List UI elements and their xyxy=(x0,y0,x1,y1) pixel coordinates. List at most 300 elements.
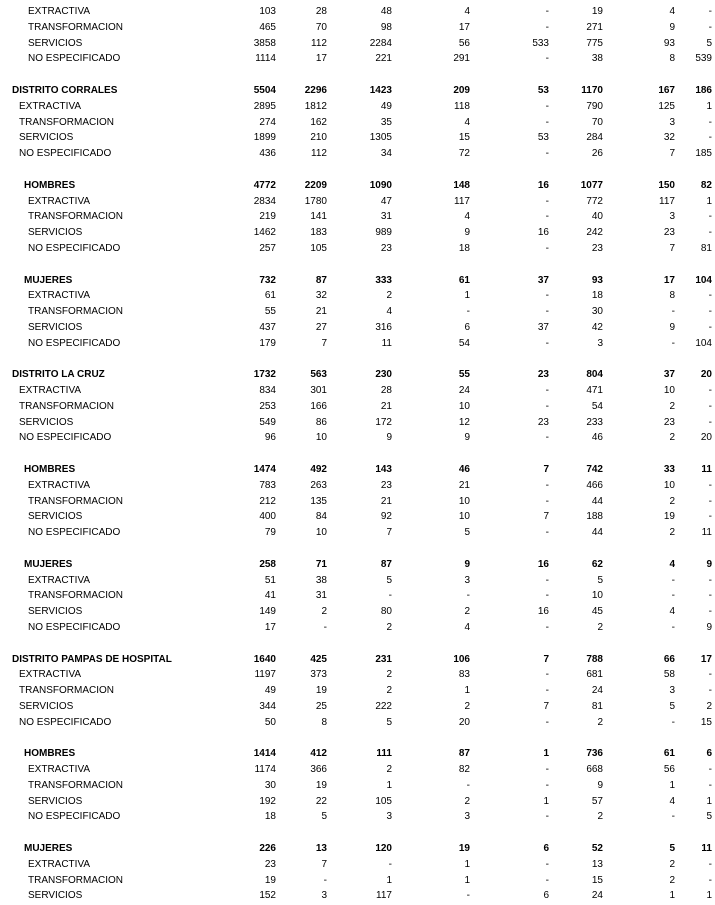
cell-col-4: 55 xyxy=(458,369,470,381)
cell-col-7: 3 xyxy=(669,685,675,696)
row-label: SERVICIOS xyxy=(28,890,83,902)
row-label: TRANSFORMACION xyxy=(28,874,123,886)
cell-col-5: 16 xyxy=(537,606,549,617)
cell-col-6: 788 xyxy=(586,653,603,665)
cell-col-2: 87 xyxy=(315,274,327,286)
row-label: DISTRITO PAMPAS DE HOSPITAL xyxy=(12,653,172,665)
cell-col-3: 117 xyxy=(376,890,392,902)
cell-col-1: 19 xyxy=(264,874,276,886)
cell-col-5: 7 xyxy=(543,700,549,712)
cell-col-6: 30 xyxy=(591,306,603,317)
cell-col-6: 668 xyxy=(586,764,603,775)
cell-col-1: 1174 xyxy=(254,764,276,775)
cell-col-3: 23 xyxy=(380,479,392,491)
cell-col-8: 11 xyxy=(701,464,712,475)
cell-col-6: 772 xyxy=(586,195,603,207)
cell-col-6: 233 xyxy=(586,416,603,428)
cell-col-6: 271 xyxy=(586,21,603,33)
cell-col-7: - xyxy=(671,621,675,633)
cell-col-6: 38 xyxy=(591,53,603,65)
cell-col-5: - xyxy=(545,337,549,349)
cell-col-3: 2 xyxy=(386,764,392,775)
cell-col-2: 7 xyxy=(321,337,327,349)
cell-col-1: 3858 xyxy=(253,37,276,49)
cell-col-4: 4 xyxy=(464,211,470,223)
cell-col-6: 2 xyxy=(597,811,603,823)
cell-col-1: 149 xyxy=(259,606,276,617)
cell-col-7: 2 xyxy=(669,400,675,412)
cell-col-3: - xyxy=(388,590,392,602)
category-row xyxy=(0,479,715,493)
cell-col-6: 44 xyxy=(591,495,603,507)
cell-col-3: 316 xyxy=(375,321,392,333)
cell-col-2: 112 xyxy=(311,148,327,159)
cell-col-6: 18 xyxy=(591,290,603,302)
cell-col-8: 104 xyxy=(695,337,712,349)
cell-col-3: 1423 xyxy=(369,85,392,96)
cell-col-3: 2 xyxy=(386,669,392,681)
cell-col-4: 6 xyxy=(464,321,470,333)
cell-col-4: - xyxy=(466,779,470,791)
cell-col-3: 92 xyxy=(380,511,392,523)
cell-col-3: 1 xyxy=(386,874,392,886)
cell-col-3: 333 xyxy=(375,274,392,286)
cell-col-3: 230 xyxy=(375,369,392,381)
cell-col-1: 1899 xyxy=(253,132,276,144)
cell-col-7: 2 xyxy=(669,858,675,870)
district-category-row xyxy=(0,131,715,145)
cell-col-2: 373 xyxy=(310,669,327,681)
sex-subtotal-row xyxy=(0,179,715,193)
cell-col-6: 45 xyxy=(591,606,603,617)
cell-col-5: - xyxy=(545,527,549,538)
cell-col-1: 2834 xyxy=(253,195,276,207)
cell-col-3: 23 xyxy=(380,242,392,254)
cell-col-7: 7 xyxy=(669,148,675,159)
cell-col-8: 1 xyxy=(706,195,712,207)
cell-col-8: - xyxy=(708,669,712,681)
cell-col-2: 2296 xyxy=(304,85,327,96)
sex-subtotal-row xyxy=(0,274,715,288)
cell-col-4: - xyxy=(466,590,470,602)
cell-col-1: 50 xyxy=(264,716,276,728)
cell-col-5: - xyxy=(545,6,549,17)
cell-col-3: 4 xyxy=(386,306,392,317)
category-row xyxy=(0,289,715,303)
district-category-row xyxy=(0,384,715,398)
cell-col-2: 162 xyxy=(310,116,327,128)
category-row xyxy=(0,605,715,619)
district-category-row xyxy=(0,431,715,445)
cell-col-5: - xyxy=(545,290,549,302)
cell-col-3: 222 xyxy=(375,700,392,712)
category-row xyxy=(0,495,715,509)
cell-col-4: 1 xyxy=(464,685,470,696)
cell-col-8: - xyxy=(708,321,712,333)
cell-col-3: 5 xyxy=(386,716,392,728)
cell-col-2: 27 xyxy=(315,321,327,333)
cell-col-1: 219 xyxy=(259,211,276,223)
cell-col-8: - xyxy=(708,132,712,144)
row-label: NO ESPECIFICADO xyxy=(28,53,121,65)
cell-col-3: 21 xyxy=(380,400,392,412)
cell-col-1: 344 xyxy=(259,700,276,712)
cell-col-1: 732 xyxy=(259,274,276,286)
cell-col-4: 118 xyxy=(454,100,470,112)
cell-col-5: - xyxy=(545,242,549,254)
category-row xyxy=(0,526,715,540)
cell-col-6: 23 xyxy=(591,242,603,254)
cell-col-1: 51 xyxy=(264,574,276,586)
category-row xyxy=(0,810,715,824)
row-label: SERVICIOS xyxy=(19,132,74,144)
cell-col-1: 549 xyxy=(259,416,276,428)
cell-col-3: 21 xyxy=(380,495,392,507)
cell-col-6: 742 xyxy=(586,464,603,475)
cell-col-4: 10 xyxy=(458,511,470,523)
cell-col-3: 111 xyxy=(376,748,392,760)
row-label: NO ESPECIFICADO xyxy=(19,148,112,159)
cell-col-5: - xyxy=(545,621,549,633)
cell-col-1: 96 xyxy=(264,432,276,444)
category-row xyxy=(0,210,715,224)
row-label: SERVICIOS xyxy=(28,227,83,238)
cell-col-4: 15 xyxy=(458,132,470,144)
row-label: TRANSFORMACION xyxy=(19,116,114,128)
cell-col-4: 1 xyxy=(464,290,470,302)
cell-col-6: 70 xyxy=(591,116,603,128)
cell-col-1: 79 xyxy=(264,527,276,538)
cell-col-1: 783 xyxy=(259,479,276,491)
cell-col-7: 61 xyxy=(663,748,675,760)
cell-col-5: - xyxy=(545,479,549,491)
district-category-row xyxy=(0,668,715,682)
cell-col-4: 4 xyxy=(464,116,470,128)
cell-col-2: 31 xyxy=(315,590,327,602)
cell-col-5: - xyxy=(545,858,549,870)
cell-col-5: 6 xyxy=(543,890,549,902)
row-label: SERVICIOS xyxy=(19,416,74,428)
cell-col-7: 1 xyxy=(669,779,675,791)
cell-col-2: 3 xyxy=(321,890,327,902)
cell-col-8: - xyxy=(708,685,712,696)
cell-col-5: 16 xyxy=(537,179,549,191)
cell-col-1: 400 xyxy=(259,511,276,523)
cell-col-6: 46 xyxy=(591,432,603,444)
cell-col-2: 86 xyxy=(315,416,327,428)
cell-col-7: 5 xyxy=(669,843,675,854)
cell-col-1: 4772 xyxy=(253,179,276,191)
row-label: TRANSFORMACION xyxy=(28,21,123,33)
cell-col-8: 104 xyxy=(695,274,712,286)
district-header-row xyxy=(0,84,715,98)
cell-col-3: 48 xyxy=(380,6,392,17)
cell-col-3: 7 xyxy=(386,527,392,538)
cell-col-7: - xyxy=(671,590,675,602)
cell-col-4: 10 xyxy=(458,400,470,412)
cell-col-2: 19 xyxy=(315,779,327,791)
cell-col-2: 112 xyxy=(311,37,327,49)
cell-col-6: 57 xyxy=(591,795,603,807)
district-category-row xyxy=(0,716,715,730)
cell-col-1: 1197 xyxy=(254,669,276,681)
cell-col-1: 103 xyxy=(259,6,276,17)
cell-col-4: 1 xyxy=(464,874,470,886)
row-label: NO ESPECIFICADO xyxy=(28,621,121,633)
cell-col-3: 87 xyxy=(380,558,392,570)
row-label: EXTRACTIVA xyxy=(19,669,82,681)
cell-col-2: 21 xyxy=(315,306,327,317)
cell-col-8: 186 xyxy=(695,85,712,96)
cell-col-2: 135 xyxy=(310,495,327,507)
cell-col-5: - xyxy=(545,764,549,775)
cell-col-7: 33 xyxy=(663,464,675,475)
cell-col-5: 37 xyxy=(537,321,549,333)
cell-col-7: 23 xyxy=(663,227,675,238)
cell-col-2: 563 xyxy=(310,369,327,381)
cell-col-2: 263 xyxy=(310,479,327,491)
cell-col-3: 231 xyxy=(375,653,392,665)
district-header-row xyxy=(0,653,715,667)
cell-col-2: 366 xyxy=(310,764,327,775)
cell-col-7: 1 xyxy=(669,890,675,902)
cell-col-2: 2209 xyxy=(304,179,327,191)
cell-col-8: - xyxy=(708,590,712,602)
cell-col-4: 87 xyxy=(458,748,470,760)
row-label: NO ESPECIFICADO xyxy=(28,337,121,349)
cell-col-2: 17 xyxy=(315,53,327,65)
row-label: TRANSFORMACION xyxy=(28,495,123,507)
row-label: EXTRACTIVA xyxy=(28,195,91,207)
sex-subtotal-row xyxy=(0,463,715,477)
category-row xyxy=(0,37,715,51)
cell-col-1: 17 xyxy=(264,621,276,633)
sex-subtotal-row xyxy=(0,747,715,761)
cell-col-4: 19 xyxy=(458,843,470,854)
row-label: HOMBRES xyxy=(24,464,76,475)
cell-col-5: - xyxy=(545,432,549,444)
cell-col-1: 1414 xyxy=(253,748,276,760)
cell-col-5: - xyxy=(545,779,549,791)
cell-col-2: 84 xyxy=(315,511,327,523)
cell-col-7: - xyxy=(671,306,675,317)
cell-col-8: - xyxy=(708,764,712,775)
cell-col-7: 10 xyxy=(663,385,675,396)
cell-col-2: 19 xyxy=(315,685,327,696)
row-label: EXTRACTIVA xyxy=(28,574,91,586)
cell-col-3: 11 xyxy=(381,337,392,349)
cell-col-2: 5 xyxy=(321,811,327,823)
row-label: NO ESPECIFICADO xyxy=(28,527,121,538)
cell-col-6: 9 xyxy=(597,779,603,791)
category-row xyxy=(0,779,715,793)
cell-col-6: 42 xyxy=(591,321,603,333)
cell-col-2: 38 xyxy=(315,574,327,586)
cell-col-3: 98 xyxy=(380,21,392,33)
row-label: TRANSFORMACION xyxy=(28,590,123,602)
cell-col-7: 9 xyxy=(669,321,675,333)
cell-col-3: 143 xyxy=(375,464,392,475)
cell-col-5: - xyxy=(545,669,549,681)
cell-col-6: 26 xyxy=(591,148,603,159)
cell-col-2: 13 xyxy=(315,843,327,854)
cell-col-5: 16 xyxy=(537,227,549,238)
cell-col-8: - xyxy=(708,290,712,302)
cell-col-3: 47 xyxy=(380,195,392,207)
cell-col-6: 1170 xyxy=(581,85,603,96)
cell-col-8: - xyxy=(708,495,712,507)
category-row xyxy=(0,321,715,335)
category-row xyxy=(0,21,715,35)
cell-col-4: 209 xyxy=(453,85,470,96)
row-label: SERVICIOS xyxy=(28,795,83,807)
cell-col-8: - xyxy=(708,227,712,238)
cell-col-4: 18 xyxy=(458,242,470,254)
cell-col-8: 17 xyxy=(700,653,712,665)
cell-col-7: 4 xyxy=(669,558,675,570)
cell-col-2: 22 xyxy=(315,795,327,807)
cell-col-4: 61 xyxy=(458,274,470,286)
cell-col-1: 179 xyxy=(259,337,276,349)
cell-col-6: 284 xyxy=(586,132,603,144)
cell-col-5: - xyxy=(545,495,549,507)
cell-col-2: 412 xyxy=(310,748,327,760)
cell-col-4: 56 xyxy=(458,37,470,49)
cell-col-5: 53 xyxy=(537,132,549,144)
district-category-row xyxy=(0,147,715,161)
cell-col-8: - xyxy=(708,511,712,523)
cell-col-6: 736 xyxy=(586,748,603,760)
category-row xyxy=(0,226,715,240)
cell-col-4: 2 xyxy=(464,795,470,807)
cell-col-1: 23 xyxy=(264,858,276,870)
cell-col-5: 1 xyxy=(543,795,549,807)
cell-col-8: - xyxy=(708,606,712,617)
cell-col-4: 9 xyxy=(464,558,470,570)
cell-col-4: 4 xyxy=(464,6,470,17)
cell-col-3: 172 xyxy=(375,416,392,428)
cell-col-1: 2895 xyxy=(253,100,276,112)
cell-col-1: 152 xyxy=(259,890,276,902)
category-row xyxy=(0,589,715,603)
cell-col-4: 5 xyxy=(464,527,470,538)
cell-col-8: - xyxy=(708,416,712,428)
category-row xyxy=(0,5,715,19)
cell-col-4: 291 xyxy=(453,53,470,65)
row-label: EXTRACTIVA xyxy=(28,858,91,870)
cell-col-4: 2 xyxy=(464,606,470,617)
row-label: EXTRACTIVA xyxy=(19,385,82,396)
row-label: SERVICIOS xyxy=(19,700,74,712)
cell-col-8: 20 xyxy=(700,432,712,444)
cell-col-4: 12 xyxy=(458,416,470,428)
cell-col-1: 1462 xyxy=(253,227,276,238)
row-label: EXTRACTIVA xyxy=(28,764,91,775)
row-label: EXTRACTIVA xyxy=(28,6,91,17)
cell-col-5: - xyxy=(545,100,549,112)
cell-col-7: 19 xyxy=(663,511,675,523)
row-label: NO ESPECIFICADO xyxy=(28,242,121,254)
cell-col-3: 1 xyxy=(386,779,392,791)
cell-col-2: 7 xyxy=(321,858,327,870)
cell-col-5: - xyxy=(545,716,549,728)
cell-col-7: 117 xyxy=(659,195,675,207)
cell-col-6: 681 xyxy=(586,669,603,681)
cell-col-3: 34 xyxy=(380,148,392,159)
cell-col-1: 55 xyxy=(264,306,276,317)
cell-col-7: - xyxy=(671,574,675,586)
cell-col-6: 10 xyxy=(591,590,603,602)
cell-col-3: 80 xyxy=(380,606,392,617)
cell-col-1: 30 xyxy=(264,779,276,791)
cell-col-4: 117 xyxy=(454,195,470,207)
category-row xyxy=(0,889,715,903)
row-label: TRANSFORMACION xyxy=(28,306,123,317)
cell-col-3: 49 xyxy=(380,100,392,112)
cell-col-8: - xyxy=(708,21,712,33)
cell-col-7: 56 xyxy=(663,764,675,775)
category-row xyxy=(0,858,715,872)
cell-col-4: 2 xyxy=(464,700,470,712)
category-row xyxy=(0,874,715,888)
cell-col-8: - xyxy=(708,116,712,128)
cell-col-7: - xyxy=(671,716,675,728)
cell-col-7: 17 xyxy=(663,274,675,286)
category-row xyxy=(0,621,715,635)
cell-col-1: 465 xyxy=(259,21,276,33)
cell-col-1: 1474 xyxy=(253,464,276,475)
cell-col-7: 9 xyxy=(669,21,675,33)
cell-col-8: - xyxy=(708,6,712,17)
cell-col-4: 82 xyxy=(458,764,470,775)
cell-col-3: 221 xyxy=(375,53,392,65)
cell-col-8: 11 xyxy=(701,527,712,538)
cell-col-7: 8 xyxy=(669,290,675,302)
cell-col-8: - xyxy=(708,385,712,396)
cell-col-5: 1 xyxy=(543,748,549,760)
cell-col-4: 1 xyxy=(464,858,470,870)
cell-col-3: 3 xyxy=(386,811,392,823)
cell-col-3: 2284 xyxy=(369,37,392,49)
cell-col-8: - xyxy=(708,479,712,491)
cell-col-5: 16 xyxy=(537,558,549,570)
row-label: EXTRACTIVA xyxy=(28,290,91,302)
cell-col-6: 62 xyxy=(591,558,603,570)
cell-col-5: - xyxy=(545,400,549,412)
row-label: MUJERES xyxy=(24,843,73,854)
cell-col-8: - xyxy=(708,306,712,317)
row-label: MUJERES xyxy=(24,274,73,286)
cell-col-6: 24 xyxy=(591,890,603,902)
cell-col-1: 5504 xyxy=(253,85,276,96)
cell-col-4: 10 xyxy=(458,495,470,507)
cell-col-8: - xyxy=(708,211,712,223)
row-label: MUJERES xyxy=(24,558,73,570)
cell-col-2: 166 xyxy=(310,400,327,412)
cell-col-4: 106 xyxy=(453,653,470,665)
cell-col-4: 9 xyxy=(464,432,470,444)
cell-col-7: 3 xyxy=(669,116,675,128)
cell-col-6: 2 xyxy=(597,716,603,728)
cell-col-7: 4 xyxy=(669,6,675,17)
cell-col-6: 24 xyxy=(591,685,603,696)
cell-col-6: 790 xyxy=(586,100,603,112)
cell-col-1: 253 xyxy=(259,400,276,412)
cell-col-5: - xyxy=(545,195,549,207)
row-label: SERVICIOS xyxy=(28,321,83,333)
cell-col-7: 2 xyxy=(669,527,675,538)
cell-col-6: 1077 xyxy=(580,179,603,191)
